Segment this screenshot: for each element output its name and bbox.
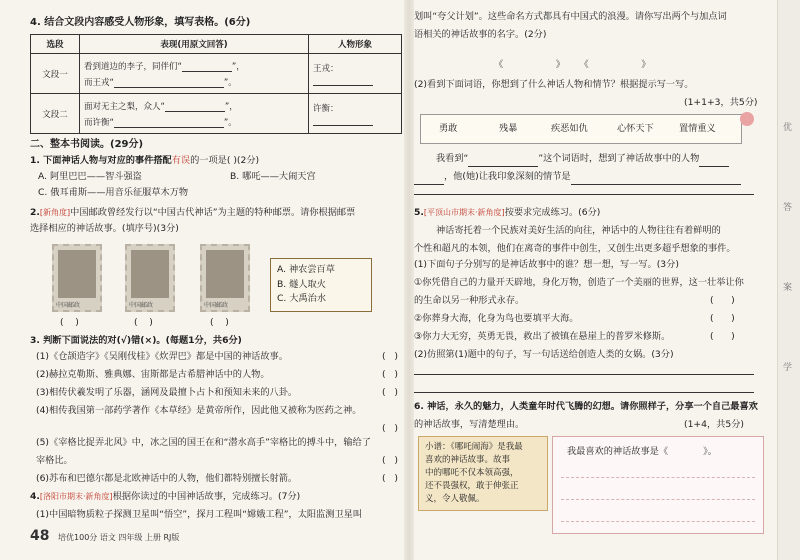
row-text: 王戎： <box>313 63 339 74</box>
answer-paren[interactable]: ( ) <box>210 317 229 328</box>
edge-char: 答 <box>783 203 793 213</box>
edge-char: 优 <box>783 123 793 133</box>
q6-score: (1+4，共5分) <box>684 419 744 430</box>
answer-blank[interactable] <box>114 76 224 88</box>
write-line <box>561 477 755 478</box>
q1-option-b: B. 哪吒——大闹天宫 <box>230 171 316 182</box>
write-text: 我最喜欢的神话故事是《 <box>567 446 669 457</box>
answer-paren[interactable]: ( ) <box>382 455 398 466</box>
flower-icon <box>740 112 754 126</box>
answer-paren[interactable]: ( ) <box>710 295 735 306</box>
q4b-tag: [洛阳市期末·新角度] <box>39 492 113 501</box>
think-text: ”这个词语时，想到了神话故事中的人物 <box>538 153 700 164</box>
write-box[interactable] <box>552 436 764 534</box>
answer-line[interactable] <box>414 194 754 195</box>
q5-para: (1)下面句子分别写的是神话故事中的谁？想一想，写一写。(3分) <box>414 259 679 270</box>
q3-item: (5)《宰格比捉弄北风》中，冰之国的国王在和“潜水高手”宰格比的搏斗中，输给了 <box>36 437 371 448</box>
table-header: 人物形象 <box>309 35 402 54</box>
q4b-text: 根据你读过的中国神话故事，完成练习。(7分) <box>112 491 301 502</box>
tip-line: 义，令人敬佩。 <box>425 494 485 504</box>
table-header: 选段 <box>31 35 80 54</box>
think-line1 <box>436 152 729 167</box>
q4-title: 4. 结合文段内容感受人物形象，填写表格。(6分) <box>30 17 251 28</box>
row-text: 而王戎“ <box>84 77 114 88</box>
choice-item: A. 神农尝百草 <box>277 264 335 275</box>
stamp-image-2 <box>125 244 175 312</box>
tip-line: 还不畏强权，敢于伸张正 <box>425 481 519 491</box>
word-item: 疾恶如仇 <box>551 123 588 134</box>
think-text: 我看到“ <box>436 153 469 164</box>
row-text: 而许衡“ <box>84 117 114 128</box>
word-item: 心怀天下 <box>617 123 654 134</box>
answer-paren[interactable]: ( ) <box>710 313 735 324</box>
footer-text: 培优100分 语文 四年级 上册 RJ版 <box>58 533 180 542</box>
row-text: ”。 <box>223 117 237 128</box>
q3-item: 宰格比。 <box>36 455 73 466</box>
word-item: 勇敢 <box>439 123 458 134</box>
page-gutter <box>404 0 414 560</box>
example-tip <box>418 436 548 511</box>
q3-title: 3. 判断下面说法的对(√)错(×)。(每题1分，共6分) <box>30 335 242 346</box>
q2-tag: [新角度] <box>39 208 71 217</box>
q1-option-a: A. 阿里巴巴——智斗强盗 <box>38 171 142 182</box>
q5-text: 按要求完成练习。(6分) <box>504 207 601 218</box>
stamp-image-1 <box>52 244 102 312</box>
answer-paren[interactable]: ( ) <box>382 387 398 398</box>
write-line <box>561 521 755 522</box>
q4b-number: 4. <box>30 491 40 502</box>
q5-item: (2)仿照第(1)题中的句子，写一句话送给创造人类的女娲。(3分) <box>414 349 674 360</box>
word-item: 置情重义 <box>679 123 716 134</box>
tip-line: 小谱：《哪吒闹海》是我最 <box>425 442 523 452</box>
top-line2: 语相关的神话故事的名字。(2分) <box>414 29 547 40</box>
tip-line: 喜欢的神话故事。故事 <box>425 455 511 465</box>
q1-option-c: C. 俄耳甫斯——用音乐征服草木万物 <box>38 187 189 198</box>
q5-para: 神话寄托着一个民族对美好生活的向往，神话中的人物往往有着鲜明的 <box>436 225 721 236</box>
tip-line: 中的哪吒不仅本领高强， <box>425 468 519 478</box>
choice-item: B. 燧人取火 <box>277 278 326 290</box>
answer-paren[interactable]: ( ) <box>134 317 153 328</box>
q2-line2: 选择相应的神话故事。(填序号)(3分) <box>30 223 179 234</box>
row-text: 看到道边的李子，同伴们“ <box>84 61 182 72</box>
stamp-label: 中国邮政 <box>56 302 81 309</box>
q4b-title <box>30 490 300 505</box>
book-title-blank[interactable]: 《 》 《 》 <box>494 59 651 70</box>
choice-item: C. 大禹治水 <box>277 293 327 304</box>
q1-title-a: 1. 下面神话人物与对应的事件搭配 <box>30 155 172 166</box>
page-footer <box>30 528 179 544</box>
edge-char: 案 <box>783 283 793 293</box>
q4b-2-line: (2)看到下面词语，你想到了什么神话人物和情节？根据提示写一写。 <box>414 79 694 90</box>
q2-text: 中国邮政曾经发行以“中国古代神话”为主题的特种邮票。请你根据邮票 <box>70 207 356 218</box>
answer-line[interactable] <box>414 374 754 375</box>
q5-number: 5. <box>414 207 424 218</box>
answer-blank[interactable] <box>468 155 538 167</box>
answer-blank[interactable] <box>182 60 232 72</box>
answer-blank[interactable] <box>114 116 224 128</box>
q5-title <box>414 206 600 221</box>
stamp-image-3 <box>200 244 250 312</box>
row-text: ”。 <box>223 77 237 88</box>
stamp-label: 中国邮政 <box>129 302 154 309</box>
section-title: 二、整本书阅读。(29分) <box>30 139 144 150</box>
q1-title <box>30 154 259 169</box>
q3-item: (3)相传伏羲发明了乐器，涵网及最擅卜占卜和预知未来的八卦。 <box>36 387 298 398</box>
answer-paren[interactable]: ( ) <box>382 473 398 484</box>
q1-title-red: 有误 <box>171 155 191 166</box>
q1-title-b: 的一项是( )(2分) <box>190 155 260 166</box>
answer-paren[interactable]: ( ) <box>382 369 398 380</box>
q2-number: 2. <box>30 207 40 218</box>
top-line1: 划叫“夸父计划”。这些命名方式都具有中国式的浪漫。请你写出两个与加点词 <box>414 11 727 22</box>
q6-title: 6. 神话，永久的魅力，人类童年时代飞腾的幻想。请你照样子，分享一个自己最喜欢 <box>414 401 758 412</box>
answer-blank[interactable] <box>165 100 225 112</box>
page-edge-strip <box>777 0 800 560</box>
table-cell-expression <box>80 54 309 94</box>
edge-char: 学 <box>783 363 793 373</box>
page-number: 48 <box>30 528 50 544</box>
write-line <box>561 499 755 500</box>
answer-blank[interactable] <box>313 74 373 86</box>
q5-para: 个性和超凡的本领，他们在离奇的事件中创生，又创生出更多超乎想象的事件。 <box>414 243 736 254</box>
answer-paren[interactable]: ( ) <box>382 351 398 362</box>
q5-item: ①你凭借自己的力量开天辟地，身化万物，创造了一个美丽的世界，这一壮举让你 <box>414 277 744 288</box>
q3-item: (1)《仓颉造字》《吴刚伐桂》《炊羿巴》都是中国的神话故事。 <box>36 351 288 362</box>
table-cell-image <box>309 54 402 94</box>
q3-item: (6)苏布和巴德尔都是北欧神话中的人物，他们都特别擅长射箭。 <box>36 473 298 484</box>
q6-title2: 的神话故事，写清楚理由。 <box>414 419 525 430</box>
word-item: 残暴 <box>499 123 518 134</box>
row-text: 许衡： <box>313 103 339 114</box>
think-line2 <box>414 170 741 185</box>
answer-line[interactable] <box>414 392 754 393</box>
table-cell-seg: 文段二 <box>31 94 80 134</box>
row-text: 面对无主之梨，众人“ <box>84 101 165 112</box>
write-text: 》。 <box>703 446 717 457</box>
table-cell-image <box>309 94 402 134</box>
answer-paren[interactable]: ( ) <box>60 317 79 328</box>
table-cell-expression <box>80 94 309 134</box>
q3-item: (4)相传我国第一部药学著作《本草经》是黄帝所作，因此他又被称为医药之神。 <box>36 405 362 416</box>
answer-blank[interactable] <box>571 173 741 185</box>
q2-line1 <box>30 206 355 221</box>
q4-table <box>30 34 402 134</box>
row-text: ”， <box>224 101 238 112</box>
write-prompt <box>567 445 717 460</box>
answer-blank[interactable] <box>699 155 729 167</box>
answer-blank[interactable] <box>414 173 444 185</box>
table-header: 表现(用原文回答) <box>80 35 309 54</box>
q5-item: ③你力大无穷，英勇无畏，救出了被镇在悬崖上的普罗米修斯。 <box>414 331 671 342</box>
q3-item: (2)赫拉克勒斯、雅典娜、宙斯都是古希腊神话中的人物。 <box>36 369 270 380</box>
think-text: ，他(她)让我印象深刻的情节是 <box>444 171 571 182</box>
table-cell-seg: 文段一 <box>31 54 80 94</box>
q5-item: 的生命以另一种形式永存。 <box>414 295 525 306</box>
q5-tag: [平顶山市期末·新角度] <box>423 208 505 217</box>
row-text: ”， <box>231 61 245 72</box>
q5-item: ②你葬身大海，化身为鸟也要填平大海。 <box>414 313 579 324</box>
q2-choice-box <box>270 258 372 312</box>
answer-blank[interactable] <box>313 114 373 126</box>
word-box <box>420 114 742 144</box>
stamp-label: 中国邮政 <box>204 302 229 309</box>
answer-paren[interactable]: ( ) <box>710 331 735 342</box>
score-note: (1+1+3，共5分) <box>684 97 758 108</box>
answer-paren[interactable]: ( ) <box>382 423 398 434</box>
q4b-line1: (1)中国暗物质粒子探测卫星叫“悟空”，探月工程叫“嫦娥工程”，太阳监测卫星叫 <box>36 509 363 520</box>
